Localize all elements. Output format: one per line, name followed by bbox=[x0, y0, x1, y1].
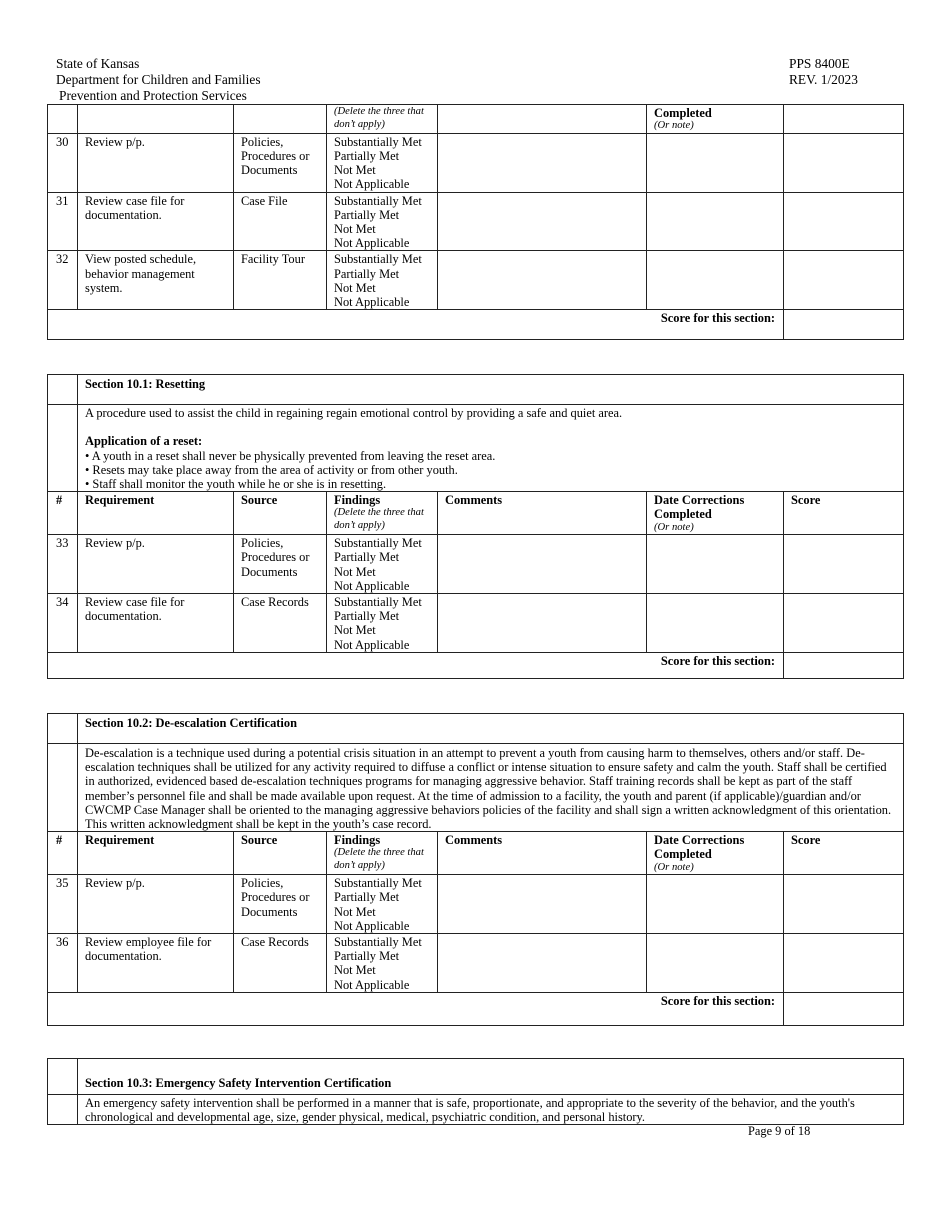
comments-cell[interactable] bbox=[438, 192, 647, 251]
section-description: An emergency safety intervention shall be performed in a manner that is safe, proportionate, and appropriate to the severity of the behavior, and the youth's chronological and developmental age, size, gender physical, medical, psychiatric condition, and personal history. bbox=[78, 1095, 904, 1125]
source-cell: Facility Tour bbox=[234, 251, 327, 310]
requirement-cell: Review p/p. bbox=[78, 133, 234, 192]
table-header-row: # Requirement Source Findings (Delete the three that don’t apply) Comments Date Corrections Completed (Or note) Score bbox=[48, 492, 904, 535]
org-state: State of Kansas bbox=[56, 56, 140, 71]
score-row bbox=[48, 310, 904, 340]
findings-cell[interactable]: Substantially Met Partially Met Not Met Not Applicable bbox=[327, 133, 438, 192]
score-label: Score for this section: bbox=[48, 652, 784, 678]
section-description: De-escalation is a technique used during a potential crisis situation in an attempt to prevent a youth from causing harm to themselves, others and/or staff. De-escalation techniques shall be utilized for any activity required to diffuse a conflict or intense situation to ensure safety and calm the youth. Staff shall be certified in authorized, evidenced based de-escalation techniques programs for managing aggressive behavior. Staff training records shall be kept as part of the staff member’s personnel file and shall be made available upon request. At the time of admission to a facility, the youth and parent (if applicable)/guardian and/or CWCMP Case Manager shall be oriented to the managing aggressive behaviors policies of the facility and shall sign a written acknowledgment of this orientation. This written acknowledgment shall be kept in the youth’s case record. bbox=[78, 744, 904, 832]
table-header-row bbox=[48, 105, 904, 134]
score-row bbox=[48, 652, 904, 678]
findings-cell[interactable]: Substantially Met Partially Met Not Met Not Applicable bbox=[327, 192, 438, 251]
findings-cell[interactable]: Substantially Met Partially Met Not Met Not Applicable bbox=[327, 933, 438, 992]
section-10-2-table bbox=[47, 713, 904, 1026]
requirement-cell: View posted schedule, behavior management system. bbox=[78, 251, 234, 310]
table-row: 34 Review case file for documentation. Case Records Substantially Met Partially Met Not Met Not Applicable bbox=[48, 593, 904, 652]
requirement-cell: Review employee file for documentation. bbox=[78, 933, 234, 992]
table-row: 33 Review p/p. Policies, Procedures or Documents Substantially Met Partially Met Not Met Not Applicable bbox=[48, 535, 904, 594]
findings-note: (Delete the three that don’t apply) bbox=[327, 105, 438, 134]
section-title: Section 10.2: De-escalation Certification bbox=[78, 714, 904, 744]
date-cell[interactable] bbox=[647, 875, 784, 934]
source-cell: Policies, Procedures or Documents bbox=[234, 875, 327, 934]
date-cell[interactable] bbox=[647, 133, 784, 192]
findings-cell[interactable]: Substantially Met Partially Met Not Met Not Applicable bbox=[327, 535, 438, 594]
section-10-3-table bbox=[47, 1058, 904, 1125]
comments-cell[interactable] bbox=[438, 251, 647, 310]
date-cell[interactable] bbox=[647, 535, 784, 594]
form-revision: REV. 1/2023 bbox=[789, 72, 858, 87]
score-row bbox=[48, 992, 904, 1025]
section-title: Section 10.3: Emergency Safety Intervention Certification bbox=[78, 1059, 904, 1095]
findings-cell[interactable]: Substantially Met Partially Met Not Met Not Applicable bbox=[327, 593, 438, 652]
section-description: A procedure used to assist the child in regaining regain emotional control by providing a safe and quiet area. Application of a reset: • A youth in a reset shall never be physically prevented from leaving the reset area. • Resets may take place away from the area of activity or from other youth. • Staff shall monitor the youth while he or she is in resetting. bbox=[78, 405, 904, 492]
page-header-org bbox=[56, 56, 261, 104]
comments-cell[interactable] bbox=[438, 875, 647, 934]
table-row: 36 Review employee file for documentation. Case Records Substantially Met Partially Met Not Met Not Applicable bbox=[48, 933, 904, 992]
section-score-cell[interactable] bbox=[784, 992, 904, 1025]
requirement-cell: Review p/p. bbox=[78, 875, 234, 934]
comments-cell[interactable] bbox=[438, 133, 647, 192]
source-cell: Case File bbox=[234, 192, 327, 251]
requirement-cell: Review p/p. bbox=[78, 535, 234, 594]
section-title: Section 10.1: Resetting bbox=[78, 375, 904, 405]
comments-cell[interactable] bbox=[438, 933, 647, 992]
table-row: 31 Review case file for documentation. Case File Substantially Met Partially Met Not Met Not Applicable bbox=[48, 192, 904, 251]
page-header-form bbox=[789, 56, 858, 88]
page-number: Page 9 of 18 bbox=[748, 1124, 811, 1138]
source-cell: Policies, Procedures or Documents bbox=[234, 133, 327, 192]
score-cell[interactable] bbox=[784, 875, 904, 934]
date-cell[interactable] bbox=[647, 251, 784, 310]
score-label: Score for this section: bbox=[48, 992, 784, 1025]
section-10-1-table bbox=[47, 374, 904, 679]
table-row: 35 Review p/p. Policies, Procedures or Documents Substantially Met Partially Met Not Met Not Applicable bbox=[48, 875, 904, 934]
source-cell: Policies, Procedures or Documents bbox=[234, 535, 327, 594]
score-cell[interactable] bbox=[784, 251, 904, 310]
source-cell: Case Records bbox=[234, 593, 327, 652]
score-cell[interactable] bbox=[784, 593, 904, 652]
source-cell: Case Records bbox=[234, 933, 327, 992]
table-continued bbox=[47, 104, 904, 340]
score-cell[interactable] bbox=[784, 133, 904, 192]
requirement-cell: Review case file for documentation. bbox=[78, 593, 234, 652]
score-cell[interactable] bbox=[784, 192, 904, 251]
requirement-cell: Review case file for documentation. bbox=[78, 192, 234, 251]
score-label: Score for this section: bbox=[48, 310, 784, 340]
date-header: Completed (Or note) bbox=[647, 105, 784, 134]
findings-cell[interactable]: Substantially Met Partially Met Not Met Not Applicable bbox=[327, 251, 438, 310]
score-cell[interactable] bbox=[784, 535, 904, 594]
table-header-row: # Requirement Source Findings (Delete the three that don’t apply) Comments Date Corrections Completed (Or note) Score bbox=[48, 832, 904, 875]
table-row: 30 Review p/p. Policies, Procedures or Documents Substantially Met Partially Met Not Met Not Applicable bbox=[48, 133, 904, 192]
org-division: Prevention and Protection Services bbox=[59, 88, 247, 103]
date-cell[interactable] bbox=[647, 192, 784, 251]
comments-cell[interactable] bbox=[438, 535, 647, 594]
date-cell[interactable] bbox=[647, 593, 784, 652]
table-row: 32 View posted schedule, behavior management system. Facility Tour Substantially Met Partially Met Not Met Not Applicable bbox=[48, 251, 904, 310]
date-cell[interactable] bbox=[647, 933, 784, 992]
form-id: PPS 8400E bbox=[789, 56, 850, 71]
section-score-cell[interactable] bbox=[784, 652, 904, 678]
org-department: Department for Children and Families bbox=[56, 72, 261, 87]
findings-cell[interactable]: Substantially Met Partially Met Not Met Not Applicable bbox=[327, 875, 438, 934]
comments-cell[interactable] bbox=[438, 593, 647, 652]
section-score-cell[interactable] bbox=[784, 310, 904, 340]
score-cell[interactable] bbox=[784, 933, 904, 992]
